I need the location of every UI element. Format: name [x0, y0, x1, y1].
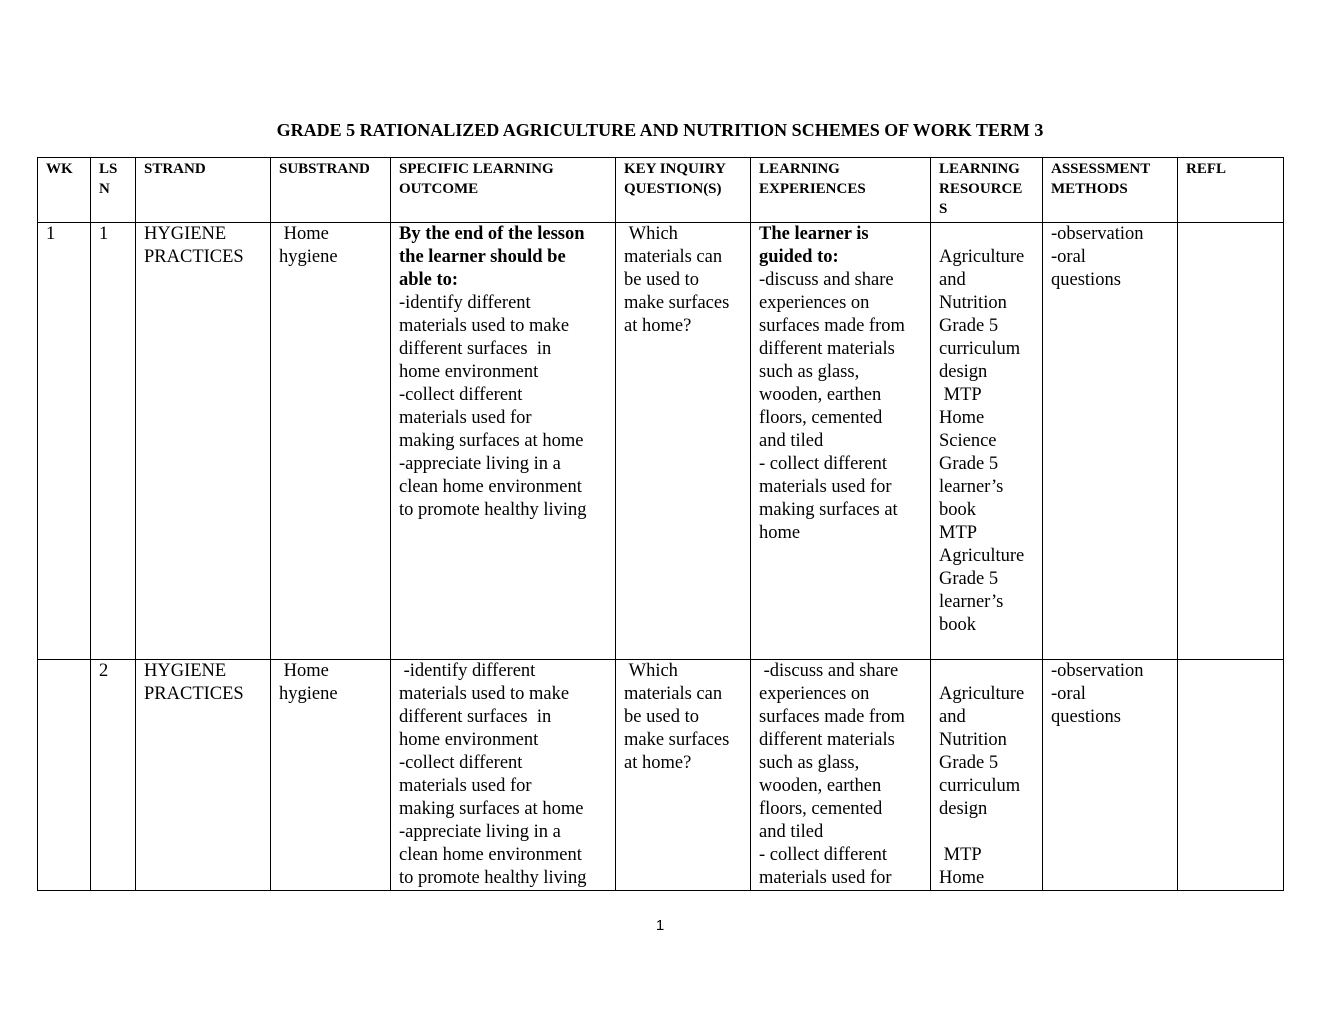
header-key-inquiry-questions: KEY INQUIRY QUESTION(S): [616, 158, 751, 223]
cell-line: make surfaces: [624, 293, 730, 313]
cell-line: Nutrition: [939, 730, 1007, 750]
cell-line: -observation: [1051, 661, 1144, 681]
cell-line: such as glass,: [759, 362, 860, 382]
cell-substrand: [271, 660, 391, 891]
cell-line: be used to: [624, 270, 700, 290]
cell-line: floors, cemented: [759, 408, 883, 428]
cell-line: Home: [939, 408, 985, 428]
cell-line: design: [939, 362, 988, 382]
cell-line: hygiene: [279, 247, 338, 267]
cell-line: -oral: [1051, 684, 1086, 704]
cell-line: wooden, earthen: [759, 776, 882, 796]
cell-line: Grade 5: [939, 454, 999, 474]
cell-line: clean home environment: [399, 845, 582, 865]
cell-line: book: [939, 615, 976, 635]
cell-line: -identify different: [399, 293, 531, 313]
cell-line: such as glass,: [759, 753, 860, 773]
cell-line: and: [939, 707, 966, 727]
cell-line: able to:: [399, 270, 459, 290]
cell-lesson: 2: [91, 660, 136, 891]
cell-line: PRACTICES: [144, 684, 244, 704]
cell-line: Agriculture: [939, 684, 1025, 704]
cell-line: Agriculture: [939, 247, 1025, 267]
cell-line: MTP: [939, 385, 982, 405]
cell-line: materials used to make: [399, 684, 570, 704]
cell-line: Home: [279, 661, 329, 681]
cell-line: materials used to make: [399, 316, 570, 336]
header-strand: STRAND: [136, 158, 271, 223]
cell-line: materials can: [624, 247, 723, 267]
cell-line: By the end of the lesson: [399, 224, 585, 244]
cell-line: [939, 660, 1036, 683]
cell-line: Grade 5: [939, 753, 999, 773]
cell-line: and tiled: [759, 822, 824, 842]
cell-line: Science: [939, 431, 997, 451]
cell-line: The learner is: [759, 224, 869, 244]
cell-line: different surfaces in: [399, 707, 552, 727]
cell-line: curriculum: [939, 339, 1021, 359]
cell-line: make surfaces: [624, 730, 730, 750]
cell-line: Grade 5: [939, 569, 999, 589]
cell-line: materials can: [624, 684, 723, 704]
cell-line: Agriculture: [939, 546, 1025, 566]
cell-line: home environment: [399, 730, 539, 750]
cell-learning-experiences: [751, 660, 931, 891]
cell-line: making surfaces at home: [399, 799, 584, 819]
cell-line: guided to:: [759, 247, 839, 267]
cell-line: materials used for: [399, 408, 532, 428]
cell-line: -collect different: [399, 385, 523, 405]
cell-line: -discuss and share: [759, 661, 899, 681]
cell-learning-resources: [931, 660, 1043, 891]
cell-line: learner’s: [939, 477, 1004, 497]
cell-line: different surfaces in: [399, 339, 552, 359]
cell-learning-resources: [931, 223, 1043, 660]
cell-line: -discuss and share: [759, 270, 894, 290]
cell-line: Home: [939, 868, 985, 888]
cell-line: making surfaces at home: [399, 431, 584, 451]
header-specific-learning-outcome: SPECIFIC LEARNING OUTCOME: [391, 158, 616, 223]
header-lsn: LS N: [91, 158, 136, 223]
cell-learning-experiences: [751, 223, 931, 660]
cell-strand: [136, 660, 271, 891]
cell-line: materials used for: [759, 477, 892, 497]
cell-line: making surfaces at: [759, 500, 898, 520]
cell-line: -collect different: [399, 753, 523, 773]
cell-line: - collect different: [759, 454, 888, 474]
cell-line: design: [939, 799, 988, 819]
cell-line: curriculum: [939, 776, 1021, 796]
cell-line: home: [759, 523, 801, 543]
header-substrand: SUBSTRAND: [271, 158, 391, 223]
cell-line: experiences on: [759, 684, 870, 704]
cell-line: to promote healthy living: [399, 500, 587, 520]
cell-strand: [136, 223, 271, 660]
cell-line: book: [939, 500, 976, 520]
cell-line: Home: [279, 224, 329, 244]
cell-line: -appreciate living in a: [399, 822, 561, 842]
cell-lesson: 1: [91, 223, 136, 660]
cell-line: [939, 223, 1036, 246]
cell-specific-learning-outcome: [391, 660, 616, 891]
cell-line: - collect different: [759, 845, 888, 865]
header-assessment-methods: ASSESSMENT METHODS: [1043, 158, 1178, 223]
cell-line: be used to: [624, 707, 700, 727]
cell-line: MTP: [939, 523, 978, 543]
cell-line: different materials: [759, 339, 895, 359]
cell-line: learner’s: [939, 592, 1004, 612]
cell-line: -oral: [1051, 247, 1086, 267]
cell-line: clean home environment: [399, 477, 582, 497]
cell-line: experiences on: [759, 293, 870, 313]
cell-line: at home?: [624, 316, 692, 336]
table-row: [38, 223, 1284, 660]
header-reflection: REFL: [1178, 158, 1284, 223]
cell-reflection: [1178, 660, 1284, 891]
table-row: [38, 660, 1284, 891]
document-title: GRADE 5 RATIONALIZED AGRICULTURE AND NUTRITION SCHEMES OF WORK TERM 3: [276, 120, 1044, 140]
cell-line: the learner should be: [399, 247, 566, 267]
cell-assessment-methods: [1043, 223, 1178, 660]
cell-line: questions: [1051, 707, 1121, 727]
cell-week: 1: [38, 223, 91, 660]
header-row: [38, 158, 1284, 223]
cell-line: materials used for: [399, 776, 532, 796]
cell-line: -identify different: [399, 661, 536, 681]
cell-line: questions: [1051, 270, 1121, 290]
page-number: 1: [655, 917, 665, 934]
cell-line: home environment: [399, 362, 539, 382]
cell-assessment-methods: [1043, 660, 1178, 891]
cell-line: surfaces made from: [759, 707, 905, 727]
cell-line: and: [939, 270, 966, 290]
cell-line: materials used for: [759, 868, 892, 888]
cell-key-inquiry-question: [616, 223, 751, 660]
cell-line: at home?: [624, 753, 692, 773]
cell-line: Which: [624, 661, 678, 681]
cell-line: HYGIENE: [144, 224, 227, 244]
cell-line: Nutrition: [939, 293, 1007, 313]
cell-line: and tiled: [759, 431, 824, 451]
cell-line: -observation: [1051, 224, 1144, 244]
cell-line: Which: [624, 224, 678, 244]
schemes-of-work-table: [37, 157, 1284, 891]
cell-reflection: [1178, 223, 1284, 660]
cell-line: hygiene: [279, 684, 338, 704]
cell-line: surfaces made from: [759, 316, 905, 336]
header-wk: WK: [38, 158, 91, 223]
cell-line: MTP: [939, 845, 982, 865]
cell-key-inquiry-question: [616, 660, 751, 891]
cell-line: to promote healthy living: [399, 868, 587, 888]
cell-line: floors, cemented: [759, 799, 883, 819]
header-learning-resources: LEARNING RESOURCE S: [931, 158, 1043, 223]
cell-specific-learning-outcome: [391, 223, 616, 660]
cell-line: [939, 821, 1036, 844]
cell-line: Grade 5: [939, 316, 999, 336]
cell-substrand: [271, 223, 391, 660]
cell-week: [38, 660, 91, 891]
cell-line: HYGIENE: [144, 661, 227, 681]
cell-line: PRACTICES: [144, 247, 244, 267]
header-learning-experiences: LEARNING EXPERIENCES: [751, 158, 931, 223]
cell-line: -appreciate living in a: [399, 454, 561, 474]
cell-line: wooden, earthen: [759, 385, 882, 405]
cell-line: different materials: [759, 730, 895, 750]
